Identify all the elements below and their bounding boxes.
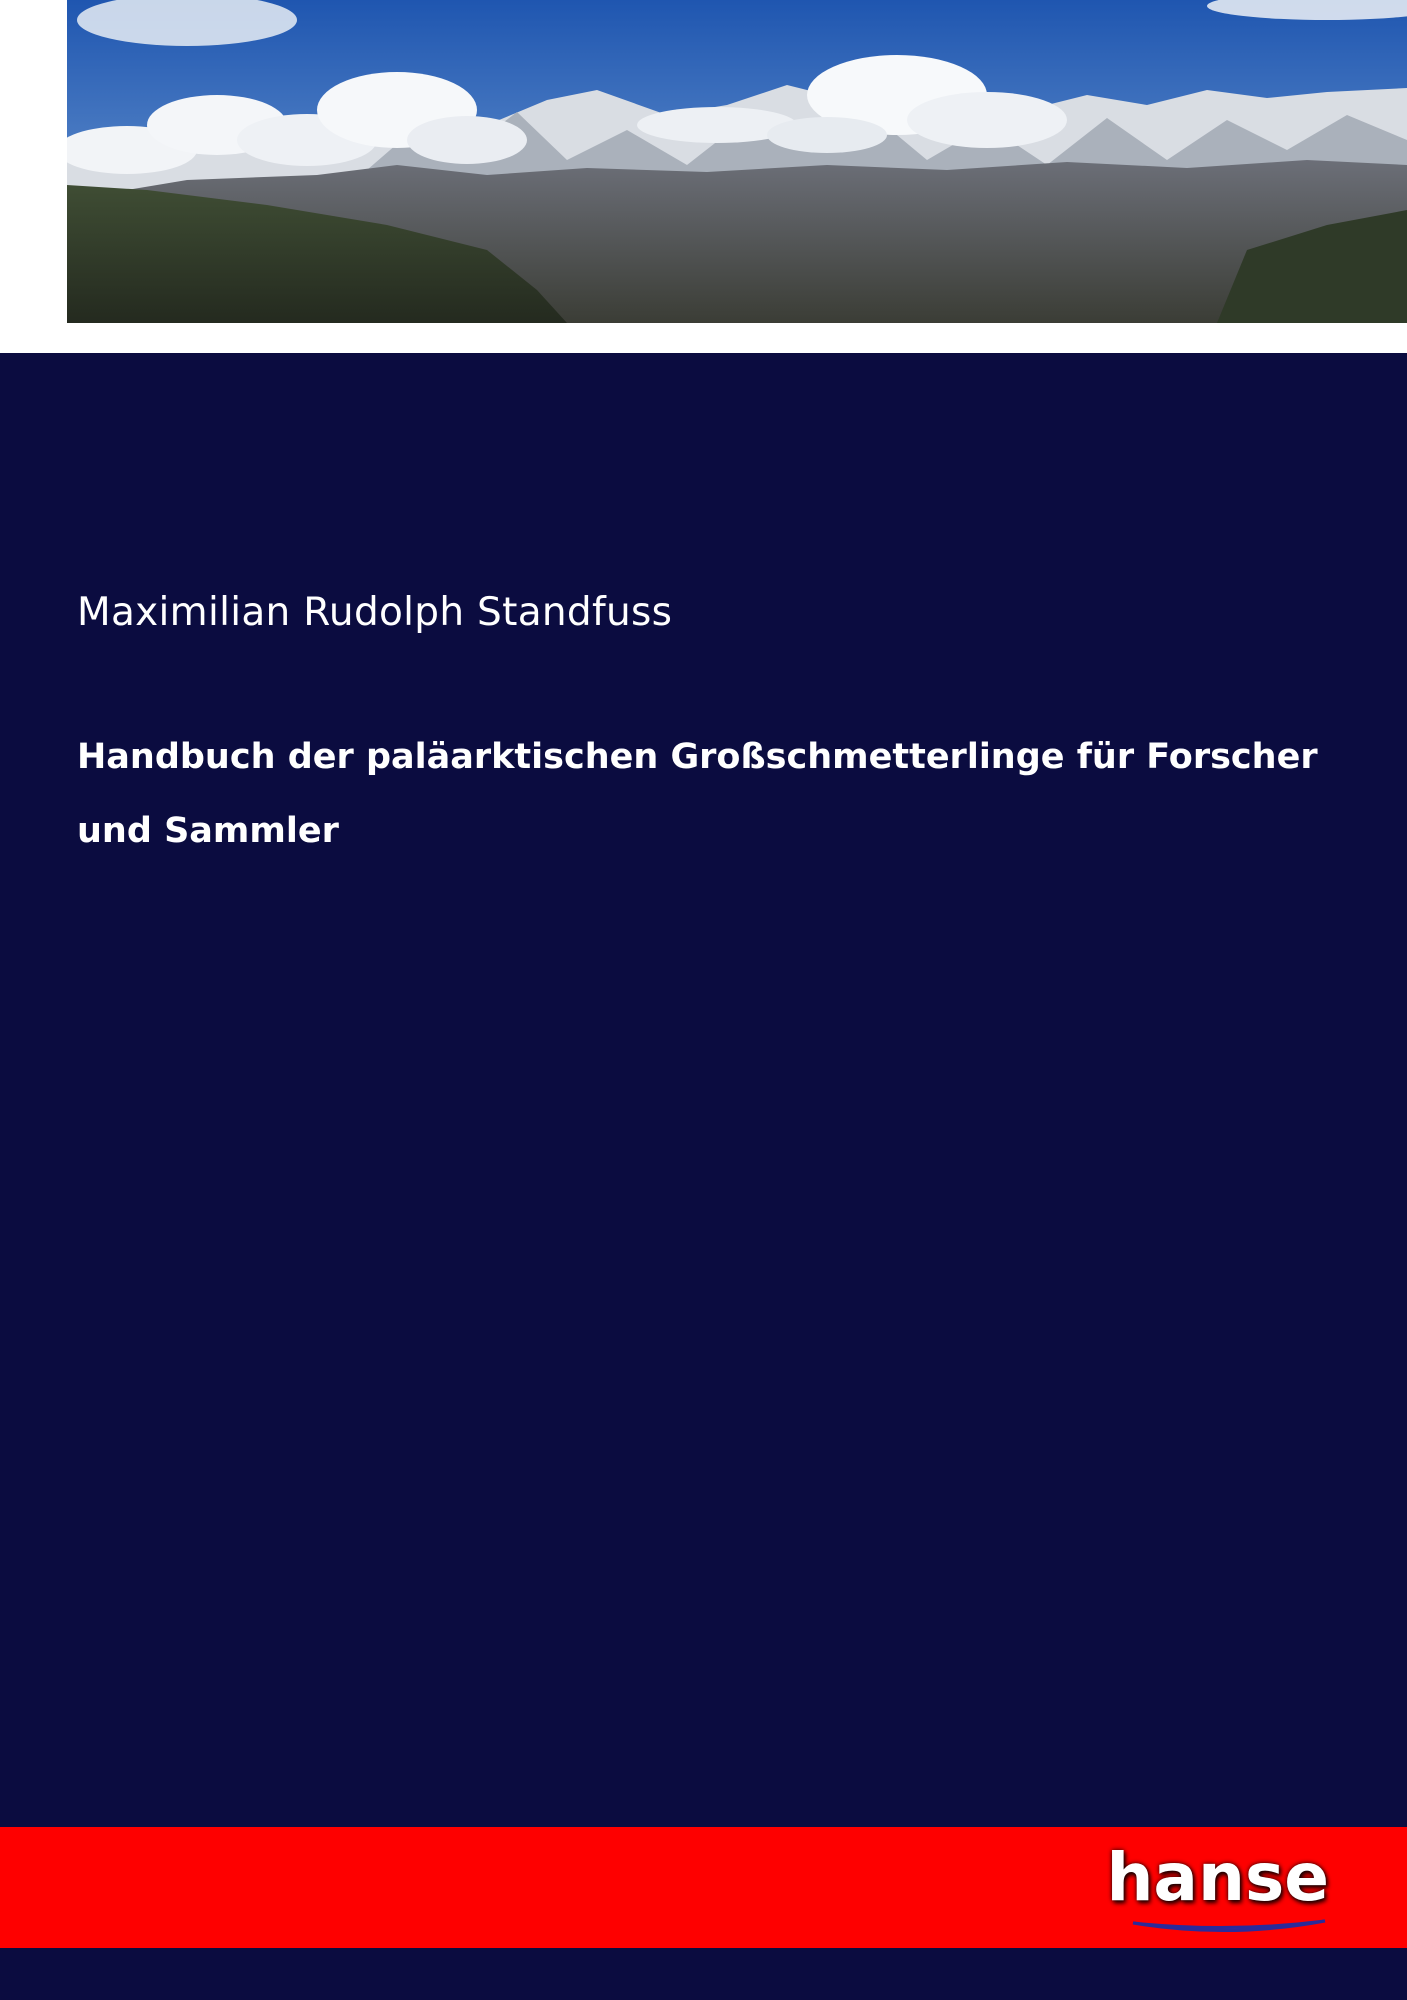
publisher-logo: hanse [1106, 1839, 1329, 1916]
book-title: Handbuch der paläarktischen Großschmetterlinge für Forscher und Sammler [77, 737, 1318, 851]
author-name: Maximilian Rudolph Standfuss [77, 590, 673, 635]
logo-swoosh-icon [1129, 1915, 1329, 1937]
mountain-panorama-image [67, 0, 1407, 323]
